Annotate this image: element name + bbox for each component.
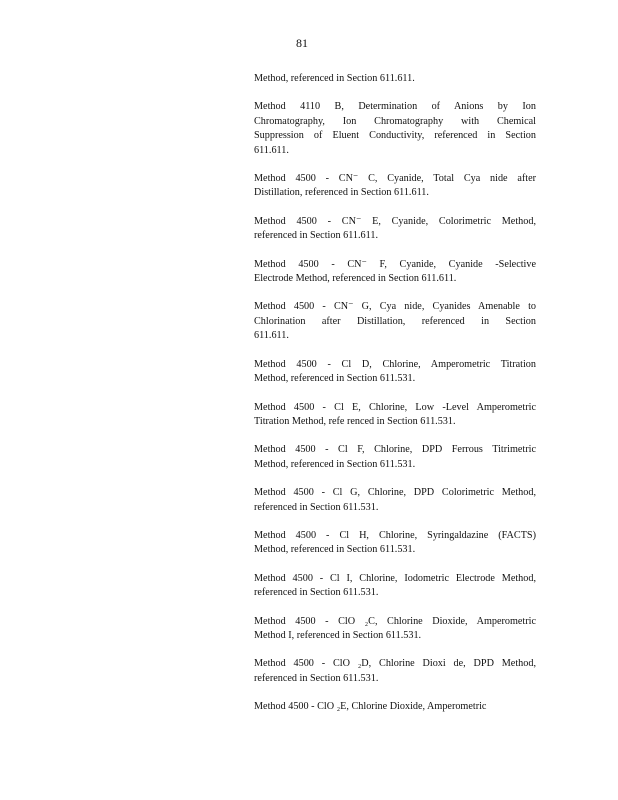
method-entry	[254, 572, 536, 601]
method-entry-line: 611.611.	[254, 330, 289, 342]
method-entry-line: Method 4500 - Cl H, Chlorine, Syringaldazine (FACTS)	[254, 529, 536, 541]
method-entry-line: Method, referenced in Section 611.531.	[254, 458, 416, 470]
method-entry-line: Method 4500 - Cl E, Chlorine, Low -Level Amperometric	[254, 401, 536, 413]
method-entry	[254, 100, 536, 158]
method-entry-line: Method, referenced in Section 611.531.	[254, 544, 416, 556]
method-entry-line: Method 4500 - ClO ₂D, Chlorine Dioxi de, DPD Method,	[254, 658, 536, 670]
method-entry	[254, 443, 536, 472]
method-entry-line: Method 4500 - CN⁻ G, Cya nide, Cyanides Amenable to	[254, 301, 536, 313]
method-entry-line: Chromatography, Ion Chromatography with Chemical	[254, 115, 536, 127]
method-reference-list	[254, 72, 536, 729]
method-entry	[254, 657, 536, 686]
method-entry-line: Method 4500 - CN⁻ E, Cyanide, Colorimetric Method,	[254, 215, 536, 227]
method-entry	[254, 358, 536, 387]
method-entry	[254, 700, 536, 714]
method-entry-line: 611.611.	[254, 144, 289, 156]
method-entry-line: Method 4500 - Cl D, Chlorine, Amperometric Titration	[254, 358, 536, 370]
method-entry-line: Method I, referenced in Section 611.531.	[254, 629, 422, 641]
method-entry-line: referenced in Section 611.531.	[254, 587, 379, 599]
method-entry	[254, 615, 536, 644]
method-entry-line: Method 4500 - CN⁻ C, Cyanide, Total Cya nide after	[254, 173, 536, 185]
method-entry	[254, 401, 536, 430]
method-entry-line: Distillation, referenced in Section 611.611.	[254, 187, 429, 199]
method-entry-line: Method 4500 - ClO ₂E, Chlorine Dioxide, Amperometric	[254, 701, 487, 713]
method-entry	[254, 172, 536, 201]
method-entry-line: Method 4500 - Cl I, Chlorine, Iodometric Electrode Method,	[254, 572, 536, 584]
method-entry-line: Method 4500 - CN⁻ F, Cyanide, Cyanide -Selective	[254, 258, 536, 270]
method-entry-line: referenced in Section 611.611.	[254, 230, 378, 242]
method-entry-line: Electrode Method, referenced in Section 611.611.	[254, 273, 457, 285]
method-entry	[254, 258, 536, 287]
method-entry-line: Chlorination after Distillation, referenced in Section	[254, 315, 536, 327]
method-entry-line: Titration Method, refe renced in Section 611.531.	[254, 415, 456, 427]
method-entry-line: Suppression of Eluent Conductivity, referenced in Section	[254, 130, 536, 142]
method-entry	[254, 300, 536, 343]
page-number: 81	[296, 36, 308, 50]
method-entry-line: Method 4500 - ClO ₂C, Chlorine Dioxide, Amperometric	[254, 615, 536, 627]
method-entry	[254, 529, 536, 558]
method-entry-line: Method 4500 - Cl G, Chlorine, DPD Colorimetric Method,	[254, 487, 536, 499]
method-entry-line: referenced in Section 611.531.	[254, 672, 379, 684]
method-entry-line: Method, referenced in Section 611.611.	[254, 73, 415, 84]
method-entry-line: Method 4110 B, Determination of Anions by Ion	[254, 101, 536, 113]
method-entry-line: Method 4500 - Cl F, Chlorine, DPD Ferrous Titrimetric	[254, 444, 536, 456]
method-entry	[254, 486, 536, 515]
method-entry-line: Method, referenced in Section 611.531.	[254, 373, 416, 385]
method-entry	[254, 215, 536, 244]
method-entry	[254, 72, 536, 86]
method-entry-line: referenced in Section 611.531.	[254, 501, 379, 513]
